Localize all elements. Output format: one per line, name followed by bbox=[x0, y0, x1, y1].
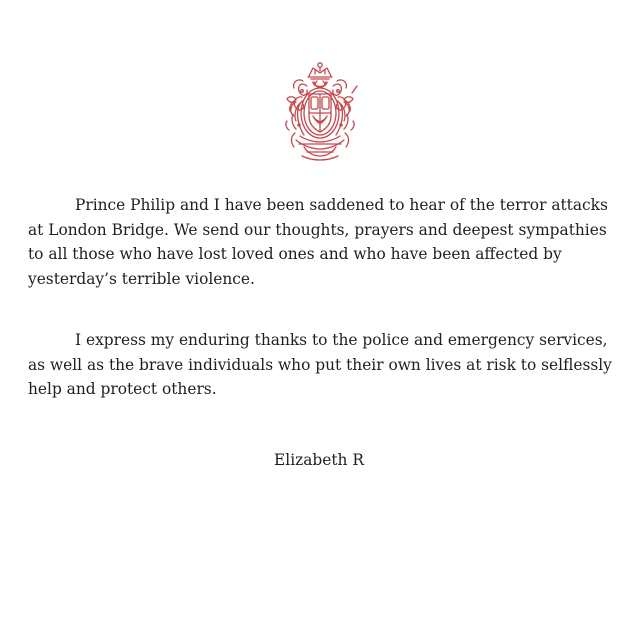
letter-paragraph-1: Prince Philip and I have been saddened to hear of the terror attacks at London Bridge. We send our thoughts, prayers and deepest sympathies to all those who have lost loved ones and who have been affected by yesterday’s terrible violence. bbox=[28, 196, 608, 288]
letter-paragraph-2: I express my enduring thanks to the police and emergency services, as well as the brave individuals who put their own lives at risk to selflessly help and protect others. bbox=[28, 331, 612, 398]
letter-body bbox=[28, 193, 620, 402]
royal-coat-of-arms-icon bbox=[278, 58, 362, 162]
signature: Elizabeth R bbox=[274, 451, 364, 469]
